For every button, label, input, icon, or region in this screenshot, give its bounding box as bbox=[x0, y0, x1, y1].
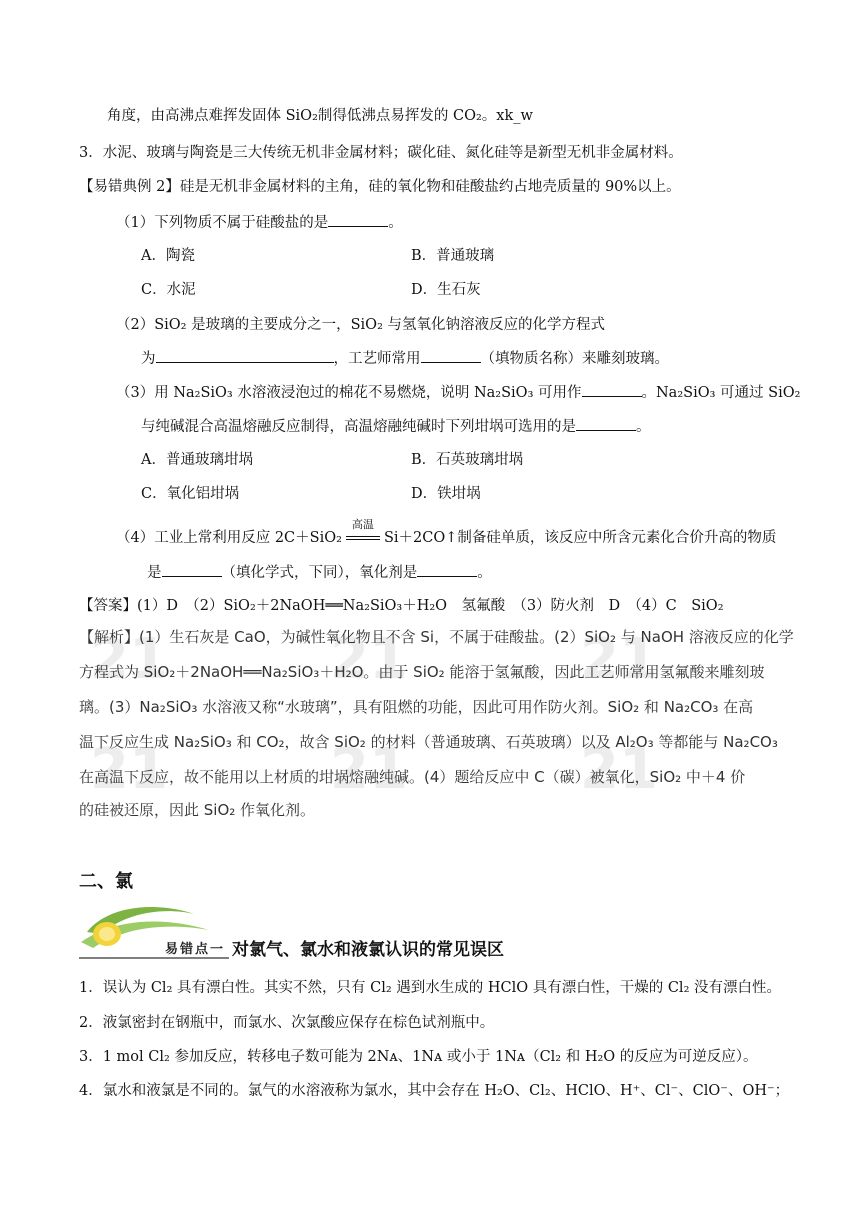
reaction-condition bbox=[342, 518, 384, 548]
analysis-line: 在高温下反应，故不能用以上材质的坩埚熔融纯碱。(4）题给反应中 C（碳）被氧化，SiO₂ 中＋4 价 bbox=[79, 768, 746, 786]
question-text: 。Na₂SiO₃ 可通过 SiO₂ bbox=[641, 385, 801, 401]
list-item: 4．氯水和液氯是不同的。氯气的水溶液称为氯水，其中会存在 H₂O、Cl₂、HClO、H⁺、Cl⁻、ClO⁻、OH⁻； bbox=[79, 1083, 790, 1099]
text-line: 3．水泥、玻璃与陶瓷是三大传统无机非金属材料；碳化硅、氮化硅等是新型无机非金属材料。 bbox=[79, 145, 683, 161]
question-1 bbox=[116, 212, 403, 233]
condition-label: 高温 bbox=[351, 518, 374, 531]
analysis-line: 【解析】(1）生石灰是 CaO，为碱性氧化物且不含 Si，不属于硅酸盐。(2）SiO₂ 与 NaOH 溶液反应的化学 bbox=[79, 628, 794, 646]
option-a: A．陶瓷 bbox=[141, 248, 195, 264]
option-a: A．普通玻璃坩埚 bbox=[141, 452, 253, 468]
option-b: B．石英玻璃坩埚 bbox=[411, 452, 524, 468]
question-text: （3）用 Na₂SiO₃ 水溶液浸泡过的棉花不易燃烧，说明 Na₂SiO₃ 可用作 bbox=[116, 385, 582, 401]
analysis-line: 温下反应生成 Na₂SiO₃ 和 CO₂，故含 SiO₂ 的材料（普通玻璃、石英玻璃）以及 Al₂O₃ 等都能与 Na₂CO₃ bbox=[79, 733, 778, 751]
question-text: （填化学式，下同），氧化剂是 bbox=[221, 565, 418, 581]
option-c: C．水泥 bbox=[141, 282, 196, 298]
section-heading: 二、氯 bbox=[79, 871, 133, 892]
banner-tag: 易错点一 bbox=[165, 942, 226, 957]
question-text: 是 bbox=[147, 565, 162, 581]
question-text: 。 bbox=[636, 419, 651, 435]
analysis-line: 的硅被还原，因此 SiO₂ 作氧化剂。 bbox=[79, 801, 316, 819]
banner-logo bbox=[79, 902, 229, 960]
list-item: 1．误认为 Cl₂ 具有漂白性。其实不然，只有 Cl₂ 遇到水生成的 HClO 具有漂白性，干燥的 Cl₂ 没有漂白性。 bbox=[79, 980, 781, 996]
option-d: D．铁坩埚 bbox=[411, 486, 481, 502]
question-text: （1）下列物质不属于硅酸盐的是 bbox=[116, 215, 329, 231]
option-b: B．普通玻璃 bbox=[411, 248, 495, 264]
text-line: 角度，由高沸点难挥发固体 SiO₂制得低沸点易挥发的 CO₂。xk_w bbox=[107, 108, 533, 124]
analysis-line: 方程式为 SiO₂＋2NaOH══Na₂SiO₃＋H₂O。由于 SiO₂ 能溶于氢氟酸，因此工艺师常用氢氟酸来雕刻玻 bbox=[79, 663, 765, 681]
question-2: （2）SiO₂ 是玻璃的主要成分之一，SiO₂ 与氢氧化钠溶液反应的化学方程式 bbox=[116, 317, 605, 333]
option-d: D．生石灰 bbox=[411, 282, 481, 298]
svg-text:21: 21 bbox=[580, 627, 658, 692]
question-text: （填物质名称）来雕刻玻璃。 bbox=[480, 351, 669, 367]
list-item: 2．液氯密封在钢瓶中，而氯水、次氯酸应保存在棕色试剂瓶中。 bbox=[79, 1015, 495, 1031]
svg-text:21: 21 bbox=[580, 737, 658, 802]
list-item: 3．1 mol Cl₂ 参加反应，转移电子数可能为 2Nᴀ、1Nᴀ 或小于 1Nᴀ（Cl₂ 和 H₂O 的反应为可逆反应）。 bbox=[79, 1049, 758, 1065]
svg-text:21: 21 bbox=[90, 627, 168, 692]
answer-blank bbox=[417, 562, 477, 577]
question-text: Si＋2CO↑制备硅单质，该反应中所含元素化合价升高的物质 bbox=[383, 530, 777, 546]
svg-text:21: 21 bbox=[90, 737, 168, 802]
question-text: （4）工业上常利用反应 2C＋SiO₂ bbox=[116, 530, 342, 546]
answer-blank bbox=[582, 382, 642, 397]
question-4 bbox=[116, 518, 777, 548]
question-text: ，工艺师常用 bbox=[333, 351, 421, 367]
answer-blank bbox=[156, 348, 334, 363]
equals-bar bbox=[346, 536, 380, 540]
question-3 bbox=[116, 382, 800, 403]
svg-text:21: 21 bbox=[330, 737, 408, 802]
question-text: 与纯碱混合高温熔融反应制得，高温熔融纯碱时下列坩埚可选用的是 bbox=[141, 419, 576, 435]
analysis-line: 璃。(3）Na₂SiO₃ 水溶液又称“水玻璃”，具有阻燃的功能，因此可用作防火剂。SiO₂ 和 Na₂CO₃ 在高 bbox=[79, 698, 754, 716]
question-text: 为 bbox=[141, 351, 156, 367]
answer-blank bbox=[421, 348, 481, 363]
question-2-line2 bbox=[141, 348, 669, 369]
question-text: 。 bbox=[477, 565, 492, 581]
example-heading: 【易错典例 2】硅是无机非金属材料的主角，硅的氧化物和硅酸盐约占地壳质量的 90%以上。 bbox=[79, 179, 681, 195]
question-text: 。 bbox=[388, 215, 403, 231]
answer-blank bbox=[162, 562, 222, 577]
answer-blank bbox=[576, 416, 636, 431]
answer-blank bbox=[328, 212, 388, 227]
svg-text:21: 21 bbox=[330, 627, 408, 692]
question-4-line2 bbox=[147, 562, 492, 583]
answer-line: 【答案】(1）D （2）SiO₂＋2NaOH══Na₂SiO₃＋H₂O 氢氟酸 （3）防火剂 D （4）C SiO₂ bbox=[79, 598, 724, 614]
question-3-line2 bbox=[141, 416, 651, 437]
banner-title: 对氯气、氯水和液氯认识的常见误区 bbox=[232, 940, 504, 960]
option-c: C．氧化铝坩埚 bbox=[141, 486, 240, 502]
